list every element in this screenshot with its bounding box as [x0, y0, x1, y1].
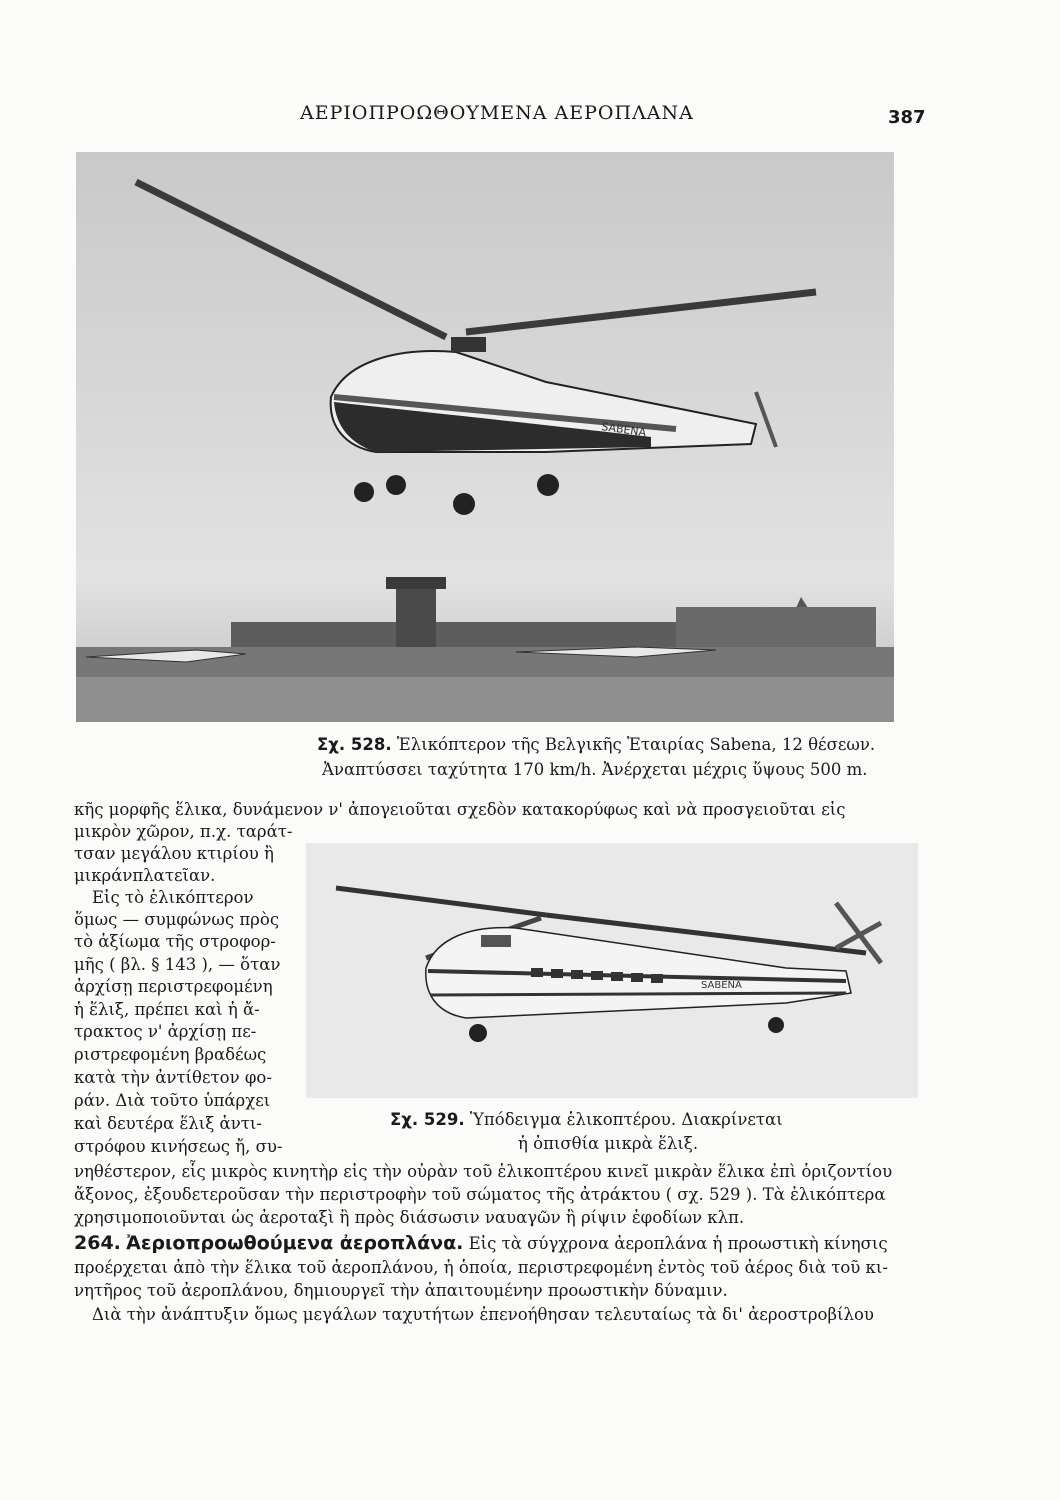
figure-528-label: Σχ. 528. — [317, 735, 392, 754]
narrow-line: μικρὸν χῶρον, π.χ. ταράτ- — [74, 822, 293, 841]
narrow-line: μῆς ( βλ. § 143 ), — ὅταν — [74, 955, 281, 974]
narrow-line: ὅμως — συμφώνως πρὸς — [74, 910, 280, 929]
fuselage-text-528: SABENA — [600, 420, 647, 440]
narrow-line: τρακτος ν' ἀρχίσῃ πε- — [74, 1022, 257, 1041]
narrow-line: στρόφου κινήσεως ἤ, συ- — [74, 1137, 283, 1156]
narrow-line: μικράνπλατεῖαν. — [74, 866, 216, 885]
figure-529-label: Σχ. 529. — [390, 1110, 465, 1129]
body-line: προέρχεται ἀπὸ τὴν ἕλικα τοῦ ἀεροπλάνου, ἡ ὁποία, περιστρεφομένη ἐντὸς τοῦ ἀέρος διὰ τοῦ κι- — [74, 1258, 888, 1277]
narrow-line: ἀρχίσῃ περιστρεφομένη — [74, 977, 273, 996]
figure-528-caption-text1: Ἑλικόπτερον τῆς Βελγικῆς Ἑταιρίας Sabena, 12 θέσεων. — [396, 735, 876, 754]
narrow-line: τσαν μεγάλου κτιρίου ἢ — [74, 844, 274, 863]
section-title: Ἀεριοπροωθούμενα ἀεροπλάνα. — [126, 1232, 464, 1254]
body-line: νηθέστερον, εἷς μικρὸς κινητὴρ εἰς τὴν οὐρὰν τοῦ ἑλικοπτέρου κινεῖ μικρὰν ἕλικα ἐπὶ ὁριζοντίου — [74, 1162, 893, 1181]
body-line: νητῆρος τοῦ ἀεροπλάνου, δημιουργεῖ τὴν ἀπαιτουμένην προωστικὴν δύναμιν. — [74, 1281, 728, 1300]
narrow-line: τὸ ἀξίωμα τῆς στροφορ- — [74, 932, 276, 951]
body-line: χρησιμοποιοῦνται ὡς ἀεροταξὶ ἢ πρὸς διάσωσιν ναυαγῶν ἢ ρίψιν ἐφοδίων κλπ. — [74, 1208, 745, 1227]
figure-529-photo — [306, 843, 918, 1098]
narrow-line: καὶ δευτέρα ἕλιξ ἀντι- — [74, 1114, 262, 1133]
figure-529-caption-text1: Ὑπόδειγμα ἑλικοπτέρου. Διακρίνεται — [469, 1110, 783, 1129]
narrow-line: ἡ ἕλιξ, πρέπει καὶ ἡ ἄ- — [74, 1000, 260, 1019]
body-line: Διὰ τὴν ἀνάπτυξιν ὅμως μεγάλων ταχυτήτων ἐπενοήθησαν τελευταίως τὰ δι' ἀεροστροβίλου — [92, 1305, 874, 1324]
section-heading — [74, 1232, 888, 1254]
section-number: 264. — [74, 1232, 121, 1254]
figure-529-caption-line2: ἡ ὀπισθία μικρὰ ἕλιξ. — [518, 1134, 699, 1153]
figure-528-caption-line1 — [317, 735, 875, 754]
running-title: ΑΕΡΙΟΠΡΟΩΘΟΥΜΕΝΑ ΑΕΡΟΠΛΑΝΑ — [300, 102, 694, 124]
body-line: κῆς μορφῆς ἕλικα, δυνάμενον ν' ἀπογειοῦται σχεδὸν κατακορύφως καὶ νὰ προσγειοῦται εἰς — [74, 800, 846, 819]
figure-528-caption-line2: Ἀναπτύσσει ταχύτητα 170 km/h. Ἀνέρχεται μέχρις ὕψους 500 m. — [322, 760, 868, 779]
narrow-line: Εἰς τὸ ἑλικόπτερον — [92, 888, 254, 907]
fuselage-text-529: SABENA — [701, 980, 742, 991]
section-first-line: Εἰς τὰ σύγχρονα ἀεροπλάνα ἡ προωστικὴ κίνησις — [468, 1234, 888, 1253]
narrow-line: ράν. Διὰ τοῦτο ὑπάρχει — [74, 1091, 271, 1110]
body-line: ἄξονος, ἐξουδετεροῦσαν τὴν περιστροφὴν τοῦ σώματος τῆς ἀτράκτου ( σχ. 529 ). Τὰ ἑλικόπτερα — [74, 1185, 886, 1204]
figure-528-photo — [76, 152, 894, 722]
narrow-line: κατὰ τὴν ἀντίθετον φο- — [74, 1068, 272, 1087]
figure-529-caption-line1 — [390, 1110, 783, 1129]
page-number: 387 — [888, 107, 926, 128]
narrow-line: ριστρεφομένη βραδέως — [74, 1045, 267, 1064]
